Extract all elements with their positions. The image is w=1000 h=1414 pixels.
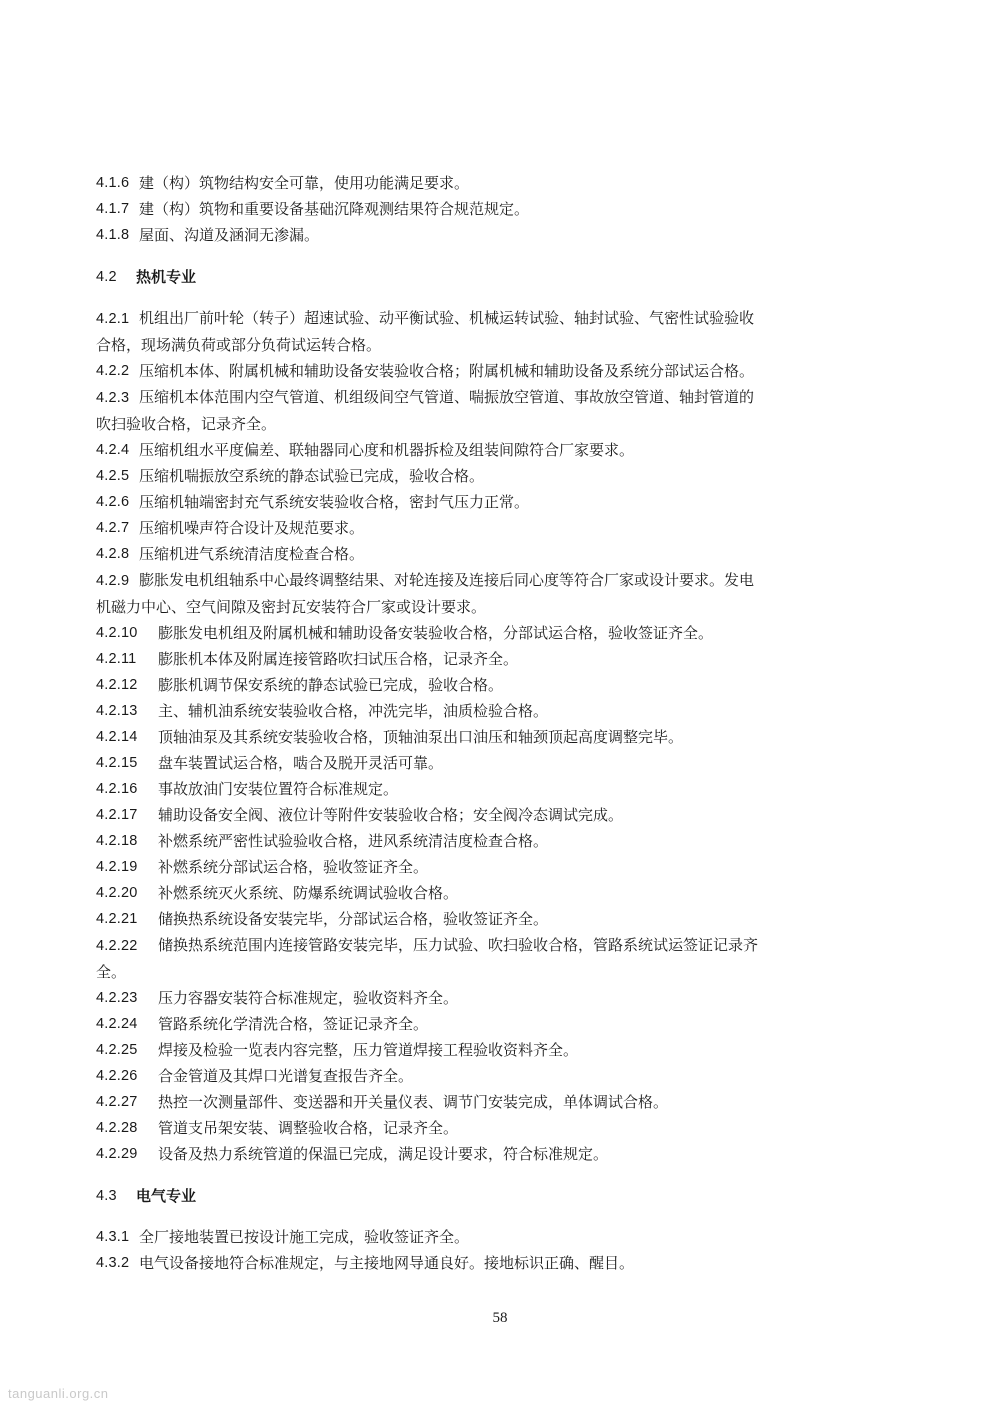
clause-number: 4.2.18 — [96, 833, 138, 849]
clause-item — [96, 384, 886, 437]
clause-item — [96, 828, 886, 854]
clause-item — [96, 1063, 886, 1089]
clause-text: 主、辅机油系统安装验收合格，冲洗完毕，油质检验合格。 — [158, 702, 549, 720]
clause-text: 辅助设备安全阀、液位计等附件安装验收合格；安全阀冷态调试完成。 — [158, 806, 624, 824]
clause-number: 4.2.26 — [96, 1068, 138, 1084]
clause-number: 4.2.5 — [96, 468, 130, 484]
clause-number: 4.2.13 — [96, 703, 138, 719]
clause-text: 顶轴油泵及其系统安装验收合格，顶轴油泵出口油压和轴颈顶起高度调整完毕。 — [158, 728, 684, 746]
clause-text: 膨胀发电机组及附属机械和辅助设备安装验收合格，分部试运合格，验收签证齐全。 — [158, 624, 714, 642]
clause-list-4-3 — [96, 1224, 886, 1276]
clause-item — [96, 880, 886, 906]
section-number: 4.2 — [96, 269, 117, 285]
page-number: 58 — [492, 1310, 508, 1326]
clause-number: 4.2.6 — [96, 494, 130, 510]
clause-text: 盘车装置试运合格，啮合及脱开灵活可靠。 — [158, 754, 444, 772]
clause-text: 压缩机本体、附属机械和辅助设备安装验收合格；附属机械和辅助设备及系统分部试运合格。 — [139, 362, 755, 380]
clause-text: 补燃系统灭火系统、防爆系统调试验收合格。 — [158, 884, 459, 902]
clause-number: 4.2.16 — [96, 781, 138, 797]
clause-text: 管道支吊架安装、调整验收合格，记录齐全。 — [158, 1119, 459, 1137]
clause-text: 电气设备接地符合标准规定，与主接地网导通良好。接地标识正确、醒目。 — [139, 1254, 635, 1272]
clause-item — [96, 1224, 886, 1250]
clause-item — [96, 463, 886, 489]
clause-item — [96, 170, 886, 196]
section-heading-4-2 — [96, 264, 886, 290]
clause-text: 热控一次测量部件、变送器和开关量仪表、调节门安装完成，单体调试合格。 — [158, 1093, 669, 1111]
clause-item — [96, 567, 886, 620]
clause-text: 压力容器安装符合标准规定，验收资料齐全。 — [158, 989, 459, 1007]
clause-number: 4.2.25 — [96, 1042, 138, 1058]
clause-item — [96, 802, 886, 828]
clause-item — [96, 724, 886, 750]
watermark: tanguanli.org.cn — [8, 1386, 109, 1401]
clause-text: 压缩机本体范围内空气管道、机组级间空气管道、喘振放空管道、事故放空管道、轴封管道的 — [139, 388, 755, 406]
clause-text: 全厂接地装置已按设计施工完成，验收签证齐全。 — [139, 1228, 470, 1246]
clause-item — [96, 1115, 886, 1141]
clause-text: 补燃系统严密性试验验收合格，进风系统清洁度检查合格。 — [158, 832, 549, 850]
clause-number: 4.2.9 — [96, 573, 130, 589]
clause-number: 4.2.12 — [96, 677, 138, 693]
section-heading-4-3 — [96, 1183, 886, 1209]
section-title: 热机专业 — [136, 268, 197, 286]
clause-text: 设备及热力系统管道的保温已完成，满足设计要求，符合标准规定。 — [158, 1145, 609, 1163]
clause-item — [96, 222, 886, 248]
clause-item — [96, 646, 886, 672]
clause-number: 4.1.7 — [96, 201, 130, 217]
clause-number: 4.2.1 — [96, 311, 130, 327]
clause-number: 4.3.1 — [96, 1229, 130, 1245]
clause-item — [96, 620, 886, 646]
clause-number: 4.1.8 — [96, 227, 130, 243]
clause-number: 4.2.17 — [96, 807, 138, 823]
clause-item — [96, 541, 886, 567]
clause-text: 储换热系统范围内连接管路安装完毕，压力试验、吹扫验收合格，管路系统试运签证记录齐 — [158, 936, 759, 954]
clause-number: 4.2.22 — [96, 938, 138, 954]
clause-number: 4.2.14 — [96, 729, 138, 745]
clause-number: 4.2.7 — [96, 520, 130, 536]
clause-list-4-2 — [96, 305, 886, 1167]
clause-number: 4.2.29 — [96, 1146, 138, 1162]
clause-number: 4.2.21 — [96, 911, 138, 927]
clause-text: 膨胀发电机组轴系中心最终调整结果、对轮连接及连接后同心度等符合厂家或设计要求。发电 — [139, 571, 755, 589]
clause-text-continuation: 机磁力中心、空气间隙及密封瓦安装符合厂家或设计要求。 — [96, 598, 487, 616]
clause-text: 压缩机喘振放空系统的静态试验已完成，验收合格。 — [139, 467, 485, 485]
clause-item — [96, 305, 886, 358]
clause-item — [96, 854, 886, 880]
clause-text-continuation: 吹扫验收合格，记录齐全。 — [96, 415, 277, 433]
clause-item — [96, 750, 886, 776]
clause-text-continuation: 全。 — [96, 963, 127, 981]
clause-item — [96, 1141, 886, 1167]
clause-number: 4.2.28 — [96, 1120, 138, 1136]
clause-number: 4.2.8 — [96, 546, 130, 562]
clause-text-continuation: 合格，现场满负荷或部分负荷试运转合格。 — [96, 336, 382, 354]
clause-number: 4.2.3 — [96, 390, 130, 406]
clause-text: 储换热系统设备安装完毕，分部试运合格，验收签证齐全。 — [158, 910, 549, 928]
clause-text: 补燃系统分部试运合格，验收签证齐全。 — [158, 858, 429, 876]
clause-item — [96, 906, 886, 932]
clause-item — [96, 985, 886, 1011]
clause-text: 焊接及检验一览表内容完整，压力管道焊接工程验收资料齐全。 — [158, 1041, 579, 1059]
clause-text: 压缩机轴端密封充气系统安装验收合格，密封气压力正常。 — [139, 493, 530, 511]
clause-number: 4.2.23 — [96, 990, 138, 1006]
clause-text: 压缩机噪声符合设计及规范要求。 — [139, 519, 365, 537]
clause-number: 4.3.2 — [96, 1255, 130, 1271]
clause-text: 压缩机进气系统清洁度检查合格。 — [139, 545, 365, 563]
clause-number: 4.2.11 — [96, 651, 137, 667]
section-title: 电气专业 — [136, 1187, 197, 1205]
clause-number: 4.2.15 — [96, 755, 138, 771]
section-number: 4.3 — [96, 1188, 117, 1204]
clause-item — [96, 1089, 886, 1115]
clause-number: 4.2.10 — [96, 625, 138, 641]
clause-number: 4.2.2 — [96, 363, 130, 379]
clause-item — [96, 358, 886, 384]
clause-item — [96, 698, 886, 724]
clause-text: 机组出厂前叶轮（转子）超速试验、动平衡试验、机械运转试验、轴封试验、气密性试验验收 — [139, 309, 755, 327]
clause-item — [96, 672, 886, 698]
clause-item — [96, 776, 886, 802]
clause-list-4-1 — [96, 170, 886, 248]
clause-text: 屋面、沟道及涵洞无渗漏。 — [139, 226, 320, 244]
clause-text: 压缩机组水平度偏差、联轴器同心度和机器拆检及组装间隙符合厂家要求。 — [139, 441, 635, 459]
clause-number: 4.2.4 — [96, 442, 130, 458]
clause-item — [96, 515, 886, 541]
clause-text: 合金管道及其焊口光谱复查报告齐全。 — [158, 1067, 414, 1085]
clause-item — [96, 489, 886, 515]
clause-item — [96, 1250, 886, 1276]
clause-item — [96, 437, 886, 463]
clause-text: 事故放油门安装位置符合标准规定。 — [158, 780, 399, 798]
clause-number: 4.2.24 — [96, 1016, 138, 1032]
clause-item — [96, 1011, 886, 1037]
clause-item — [96, 196, 886, 222]
clause-number: 4.1.6 — [96, 175, 130, 191]
clause-number: 4.2.19 — [96, 859, 138, 875]
clause-text: 建（构）筑物和重要设备基础沉降观测结果符合规范规定。 — [139, 200, 530, 218]
clause-item — [96, 1037, 886, 1063]
clause-text: 膨胀机调节保安系统的静态试验已完成，验收合格。 — [158, 676, 504, 694]
clause-number: 4.2.20 — [96, 885, 138, 901]
clause-text: 管路系统化学清洗合格，签证记录齐全。 — [158, 1015, 429, 1033]
page-content — [96, 170, 886, 1276]
clause-text: 膨胀机本体及附属连接管路吹扫试压合格，记录齐全。 — [158, 650, 519, 668]
clause-text: 建（构）筑物结构安全可靠，使用功能满足要求。 — [139, 174, 470, 192]
clause-item — [96, 932, 886, 985]
clause-number: 4.2.27 — [96, 1094, 138, 1110]
